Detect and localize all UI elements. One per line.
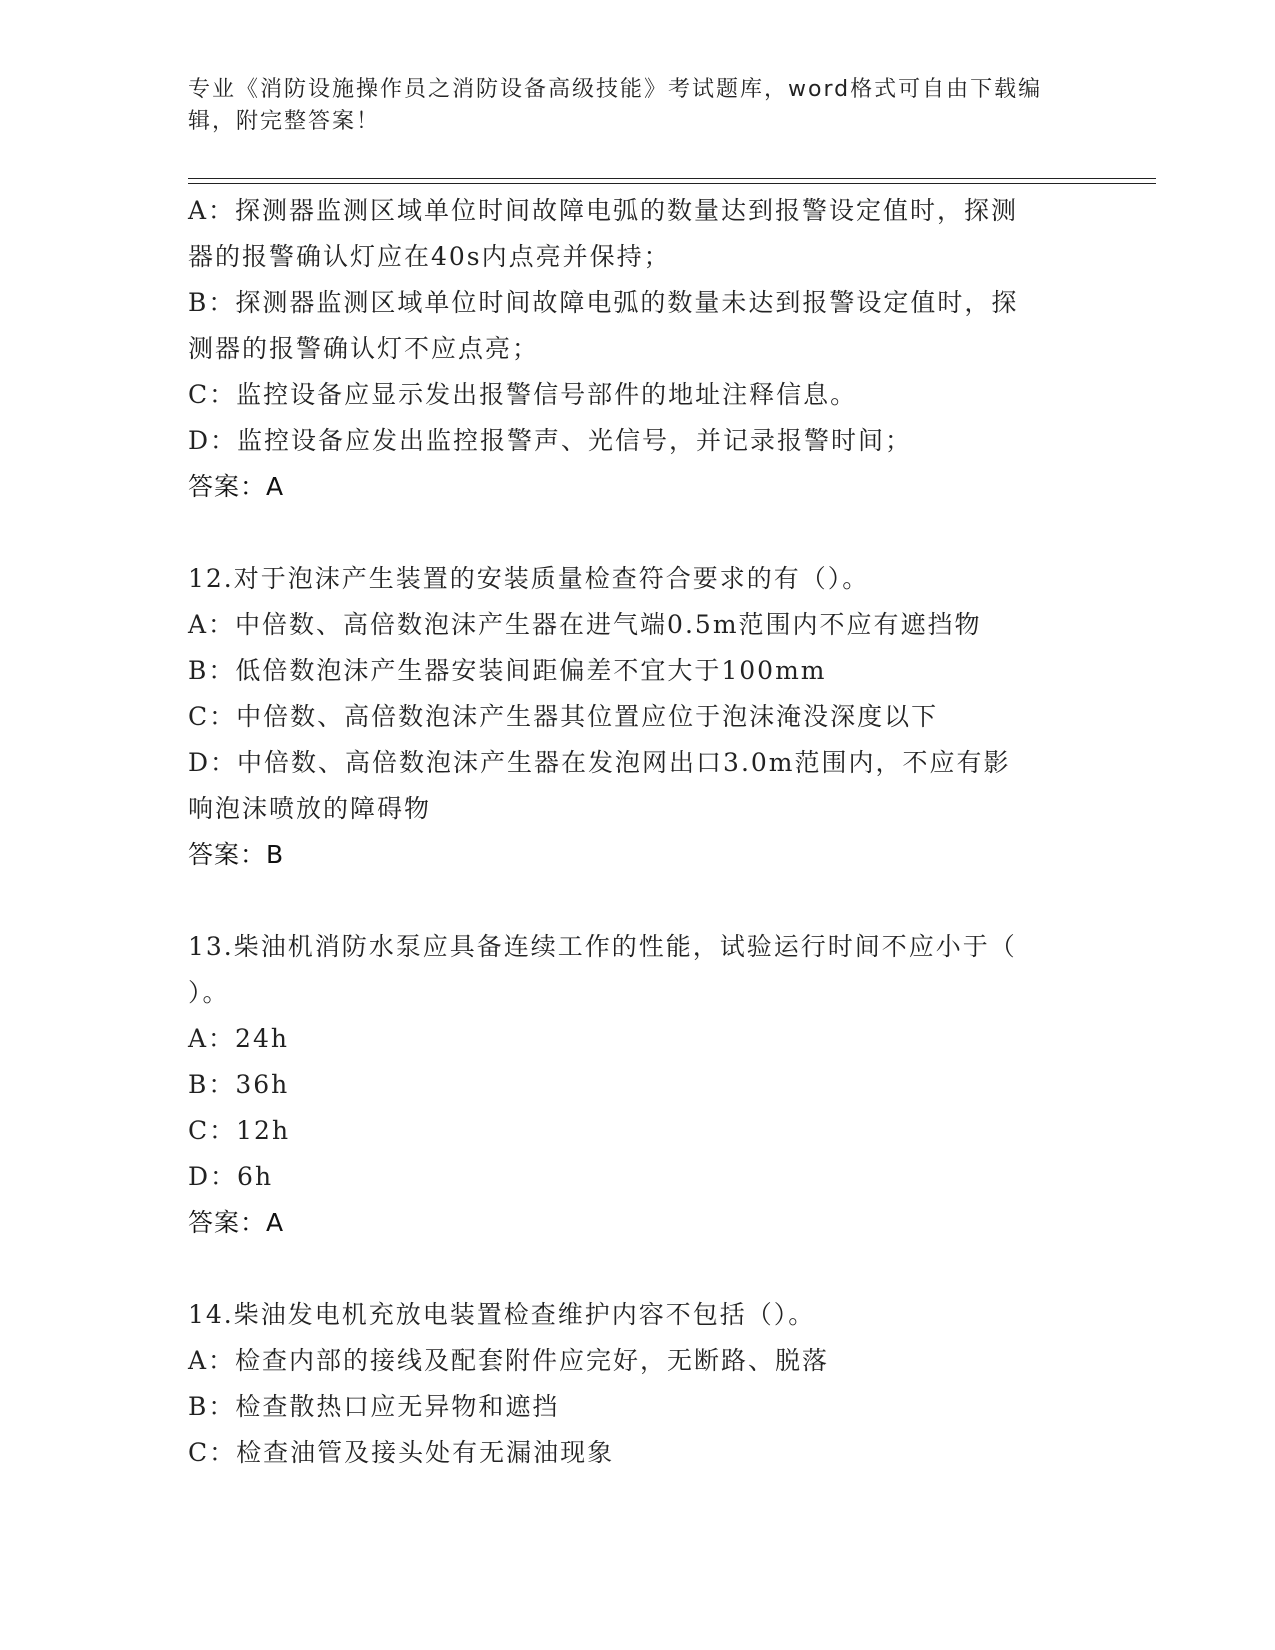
answer: 答案：A (188, 1208, 285, 1237)
spacer (188, 510, 1088, 556)
option-b-line-1: B：探测器监测区域单位时间故障电弧的数量未达到报警设定值时，探 (188, 288, 1019, 317)
question-text-line-1: 13.柴油机消防水泵应具备连续工作的性能，试验运行时间不应小于（ (188, 932, 1017, 961)
option-d-line-2: 响泡沫喷放的障碍物 (188, 794, 432, 823)
option-a: A：中倍数、高倍数泡沫产生器在进气端0.5m范围内不应有遮挡物 (188, 610, 982, 639)
answer: 答案：B (188, 840, 285, 869)
header-rule-bottom (188, 183, 1156, 184)
question-13 (188, 924, 1088, 1246)
question-text: 14.柴油发电机充放电装置检查维护内容不包括（）。 (188, 1300, 816, 1329)
header-rule-top (188, 178, 1156, 179)
spacer (188, 1246, 1088, 1292)
question-11-options (188, 188, 1088, 510)
option-c: C：12h (188, 1116, 291, 1145)
option-d: D：监控设备应发出监控报警声、光信号，并记录报警时间； (188, 426, 913, 455)
option-d-line-1: D：中倍数、高倍数泡沫产生器在发泡网出口3.0m范围内，不应有影 (188, 748, 1011, 777)
option-d: D：6h (188, 1162, 274, 1191)
question-12 (188, 556, 1088, 878)
header-title-line-2: 辑，附完整答案！ (188, 109, 381, 134)
question-text: 12.对于泡沫产生装置的安装质量检查符合要求的有（）。 (188, 564, 870, 593)
option-a: A：24h (188, 1024, 289, 1053)
option-c: C：监控设备应显示发出报警信号部件的地址注释信息。 (188, 380, 858, 409)
question-14 (188, 1292, 1088, 1476)
option-b: B：检查散热口应无异物和遮挡 (188, 1392, 560, 1421)
spacer (188, 878, 1088, 924)
option-a-line-2: 器的报警确认灯应在40s内点亮并保持； (188, 242, 671, 271)
option-b-line-2: 测器的报警确认灯不应点亮； (188, 334, 540, 363)
question-content (188, 188, 1088, 1476)
option-a-line-1: A：探测器监测区域单位时间故障电弧的数量达到报警设定值时，探测 (188, 196, 1019, 225)
option-c: C：检查油管及接头处有无漏油现象 (188, 1438, 615, 1467)
option-b: B：36h (188, 1070, 290, 1099)
question-text-line-2: ）。 (188, 978, 230, 1007)
answer: 答案：A (188, 472, 285, 501)
option-b: B：低倍数泡沫产生器安装间距偏差不宜大于100mm (188, 656, 827, 685)
option-a: A：检查内部的接线及配套附件应完好，无断路、脱落 (188, 1346, 830, 1375)
document-header (188, 74, 1068, 138)
option-c: C：中倍数、高倍数泡沫产生器其位置应位于泡沫淹没深度以下 (188, 702, 939, 731)
header-title-line-1: 专业《消防设施操作员之消防设备高级技能》考试题库，word格式可自由下载编 (188, 77, 1043, 102)
